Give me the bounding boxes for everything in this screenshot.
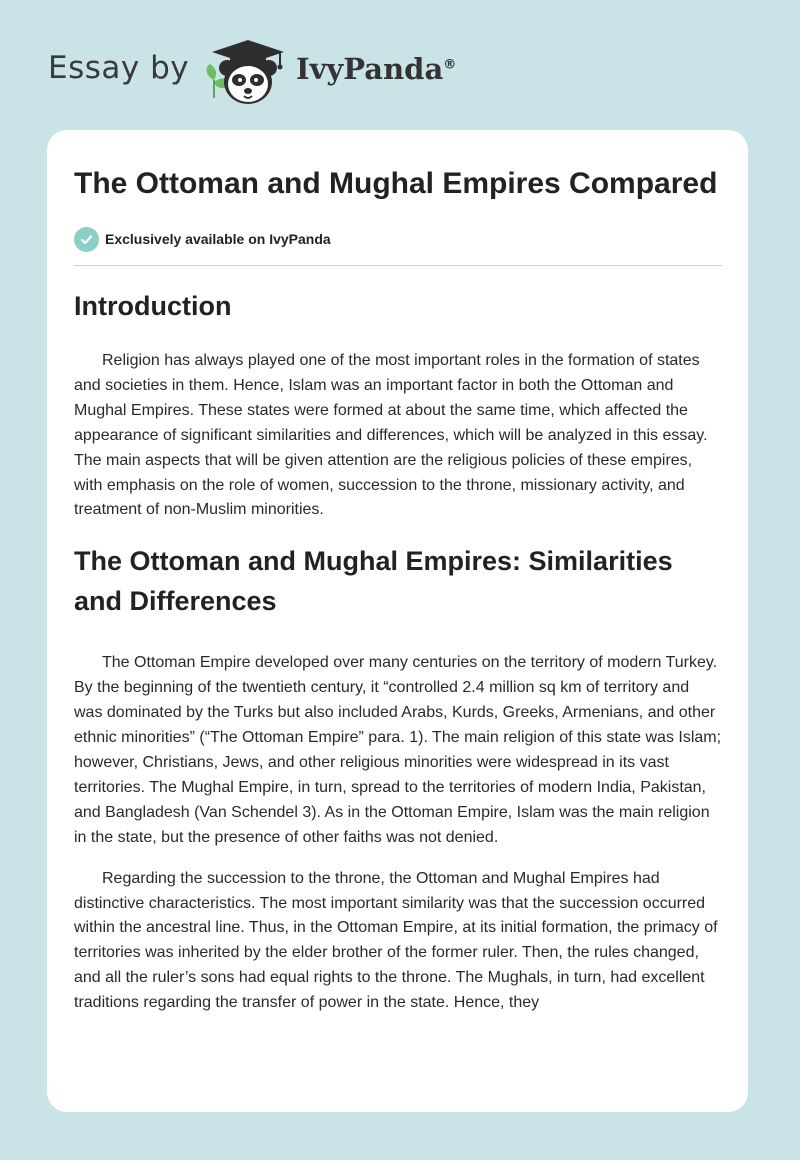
section-heading: Introduction: [74, 291, 232, 321]
panda-logo-icon[interactable]: [200, 36, 292, 108]
essay-by-label: Essay by: [48, 50, 190, 86]
site-header: [0, 0, 800, 130]
title-divider: [74, 265, 722, 266]
brand-text: IvyPanda: [296, 52, 444, 86]
paragraph: Religion has always played one of the most important roles in the formation of states and societies in them. Hence, Islam was an important factor in both the Ottoman and Mughal Empires. These states were formed at about the same time, which affected the appearance of significant similarities and differences, which will be analyzed in this essay. The main aspects that will be given attention are the religious policies of these empires, with emphasis on the role of women, succession to the throne, missionary activity, and treatment of non-Muslim minorities.: [74, 352, 708, 519]
exclusive-badge: [74, 226, 722, 252]
exclusive-label: Exclusively available on IvyPanda: [105, 231, 331, 247]
check-icon: [74, 227, 99, 252]
paragraph: Regarding the succession to the throne, the Ottoman and Mughal Empires had distinctive characteristics. The most important similarity was that the succession occurred within the ancestral line. Thus, in the Ottoman Empire, at its initial formation, the primacy of territories was inherited by the elder brother of the former ruler. Then, the rules changed, and all the ruler’s sons had equal rights to the throne. The Mughals, in turn, had excellent traditions regarding the transfer of power in the state. Hence, they: [74, 869, 718, 1012]
essay-card: [47, 130, 748, 1112]
section-heading: The Ottoman and Mughal Empires: Similarities and Differences: [74, 546, 673, 617]
essay-content: [74, 164, 722, 1016]
paragraph: The Ottoman Empire developed over many centuries on the territory of modern Turkey. By the beginning of the twentieth century, it “controlled 2.4 million sq km of territory and was dominated by the Turks but also included Arabs, Kurds, Greeks, Armenians, and other ethnic minorities” (“The Ottoman Empire” para. 1). The main religion of this state was Islam; however, Christians, Jews, and other religious minorities were widespread in its vast territories. The Mughal Empire, in turn, spread to the territories of modern India, Pakistan, and Bangladesh (Van Schendel 3). As in the Ottoman Empire, Islam was the main religion in the state, but the presence of other faiths was not denied.: [74, 654, 722, 846]
essay-title: The Ottoman and Mughal Empires Compared: [74, 167, 718, 200]
registered-mark: ®: [443, 57, 457, 73]
brand-name[interactable]: [296, 52, 456, 86]
